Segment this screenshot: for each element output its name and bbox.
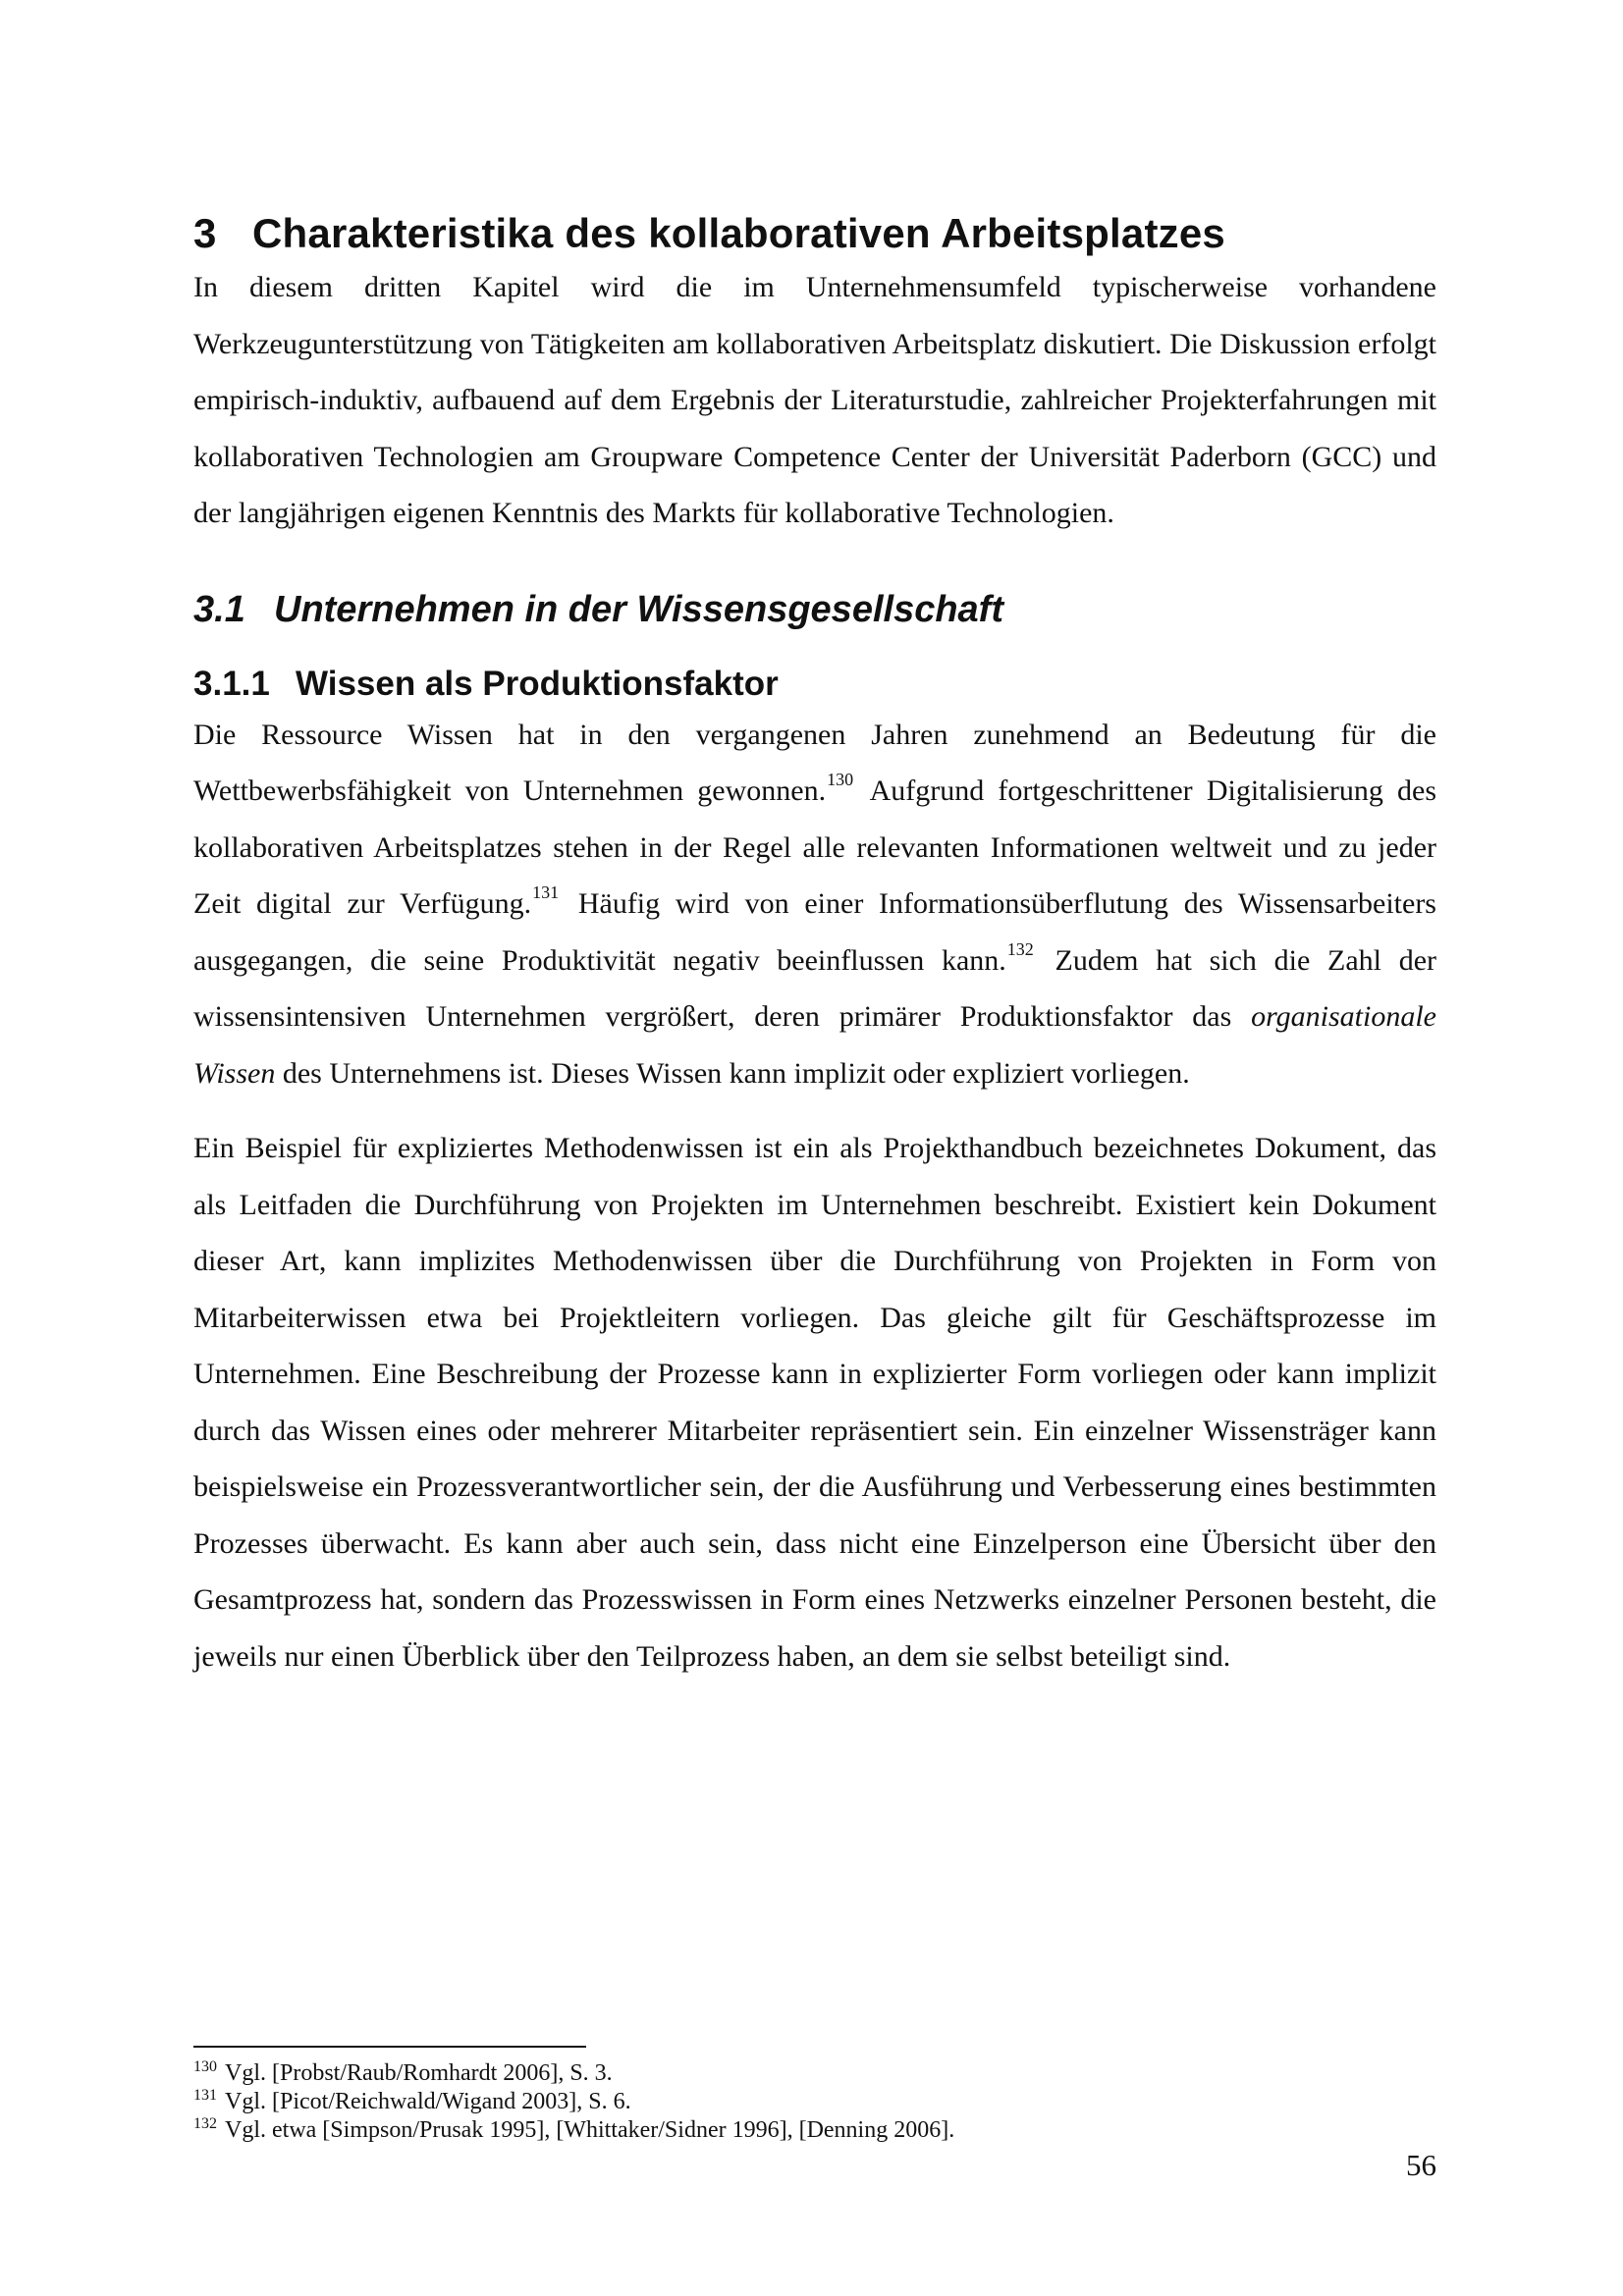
footnote-131 — [193, 2088, 1436, 2116]
footnotes — [193, 2059, 1436, 2145]
intro-paragraph: In diesem dritten Kapitel wird die im Unternehmensumfeld typischerweise vorhandene Werkzeugunterstützung von Tätigkeiten am kollaborativen Arbeitsplatz diskutiert. Die Diskussion erfolgt empirisch-induktiv, aufbauend auf dem Ergebnis der Literaturstudie, zahlreicher Projekterfahrungen mit kollaborativen Technologien am Groupware Competence Center der Universität Paderborn (GCC) und der langjährigen eigenen Kenntnis des Markts für kollaborative Technologien. — [193, 271, 1436, 529]
chapter-heading — [193, 208, 1436, 259]
footnote-text: Vgl. [Probst/Raub/Romhardt 2006], S. 3. — [225, 2060, 613, 2086]
footnote-ref-131[interactable]: 131 — [532, 882, 560, 902]
footnote-text: Vgl. etwa [Simpson/Prusak 1995], [Whittaker/Sidner 1996], [Denning 2006]. — [225, 2117, 955, 2143]
footnote-ref-132[interactable]: 132 — [1006, 938, 1034, 959]
paragraph-knowledge-factor — [193, 707, 1436, 1102]
paragraph1-text-2: Aufgrund fortgeschrittener Digitalisierung des kollaborativen Arbeitsplatzes stehen in der Regel alle relevanten Informationen weltweit und zu jeder Zeit digital zur Verfügung. — [193, 774, 1436, 920]
footnote-number: 132 — [193, 2115, 217, 2132]
section-heading — [193, 585, 1436, 634]
chapter-title: Charakteristika des kollaborativen Arbeitsplatzes — [252, 210, 1225, 256]
footnote-ref-130[interactable]: 130 — [827, 770, 854, 789]
subsection-heading — [193, 662, 1436, 707]
paragraph1-text-1: Die Ressource Wissen hat in den vergangenen Jahren zunehmend an Bedeutung für die Wettbewerbsfähigkeit von Unternehmen gewonnen. — [193, 718, 1436, 807]
paragraph1-text-4: Zudem hat sich die Zahl der wissensintensiven Unternehmen vergrößert, deren primärer Produktionsfaktor das — [193, 943, 1437, 1033]
paragraph-method-knowledge: Ein Beispiel für expliziertes Methodenwissen ist ein als Projekthandbuch bezeichnetes Dokument, das als Leitfaden die Durchführung von Projekten im Unternehmen beschreibt. Existiert kein Dokument dieser Art, kann implizites Methodenwissen über die Durchführung von Projekten in Form von Mitarbeiterwissen etwa bei Projektleitern vorliegen. Das gleiche gilt für Geschäftsprozesse im Unternehmen. Eine Beschreibung der Prozesse kann in explizierter Form vorliegen oder kann implizit durch das Wissen eines oder mehrerer Mitarbeiter repräsentiert sein. Ein einzelner Wissensträger kann beispielsweise ein Prozessverantwortlicher sein, der die Ausführung und Verbesserung eines bestimmten Prozesses überwacht. Es kann aber auch sein, dass nicht eine Einzelperson eine Übersicht über den Gesamtprozess hat, sondern das Prozesswissen in Form eines Netzwerks einzelner Personen besteht, die jeweils nur einen Überblick über den Teilprozess haben, an dem sie selbst beteiligt sind. — [193, 1132, 1436, 1673]
footnote-separator — [193, 2046, 586, 2048]
emphasized-term: organisationale Wissen — [193, 1000, 1436, 1090]
subsection-number: 3.1.1 — [193, 664, 270, 703]
section-title: Unternehmen in der Wissensgesellschaft — [274, 588, 1003, 630]
footnote-number: 131 — [193, 2087, 217, 2104]
paragraph1-text-3: Häufig wird von einer Informationsüberflutung des Wissensarbeiters ausgegangen, die seine Produktivität negativ beeinflussen kann. — [193, 887, 1436, 977]
subsection-title: Wissen als Produktionsfaktor — [296, 664, 779, 703]
paragraph1-text-5: des Unternehmens ist. Dieses Wissen kann implizit oder expliziert vorliegen. — [275, 1056, 1190, 1090]
footnote-130 — [193, 2059, 1436, 2088]
footnote-text: Vgl. [Picot/Reichwald/Wigand 2003], S. 6. — [225, 2089, 631, 2114]
footnote-132 — [193, 2116, 1436, 2145]
footnote-number: 130 — [193, 2058, 217, 2075]
chapter-number: 3 — [193, 210, 217, 256]
section-number: 3.1 — [193, 588, 245, 630]
page-number: 56 — [1406, 2148, 1436, 2182]
main-content — [193, 208, 1436, 1684]
